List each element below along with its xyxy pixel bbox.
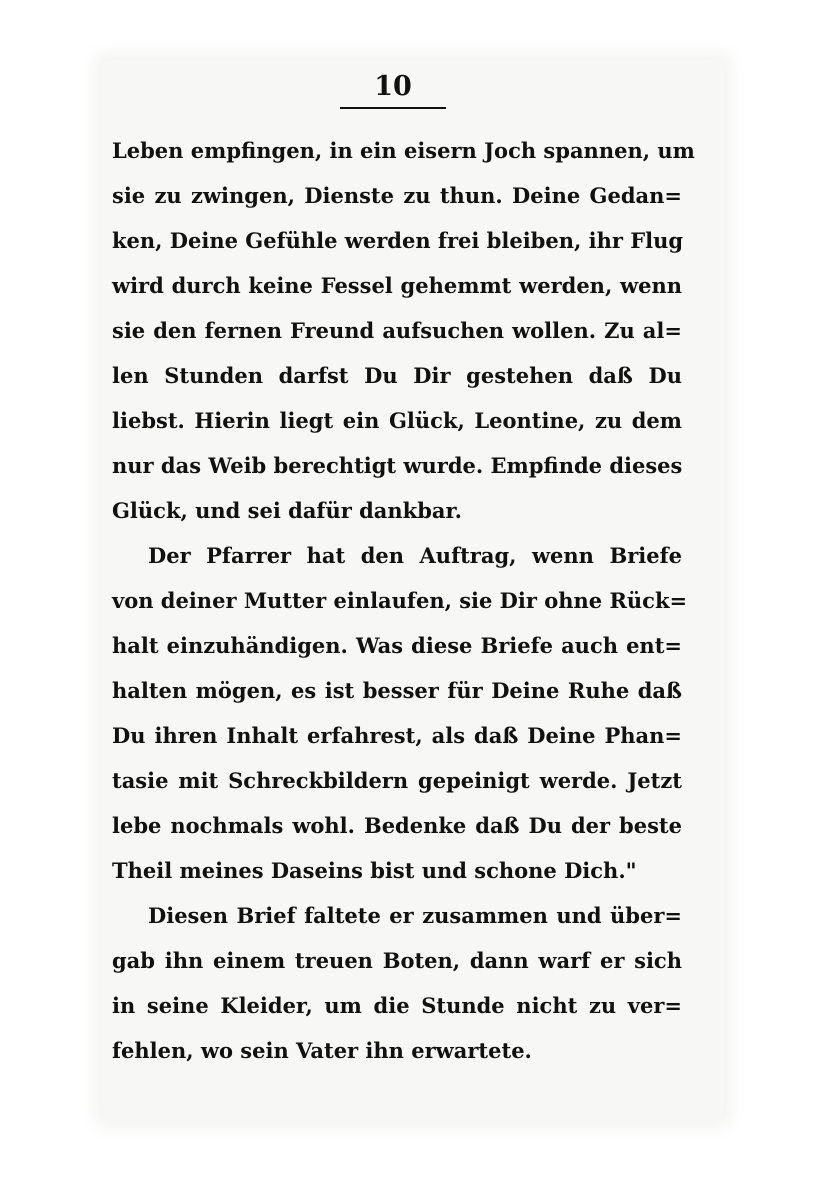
text-line: in seine Kleider, um die Stunde nicht zu ver= bbox=[112, 993, 682, 1018]
text-line: ken, Deine Gefühle werden frei bleiben, ihr Flug bbox=[112, 228, 684, 253]
page-number: 10 bbox=[374, 71, 412, 102]
text-line: liebst. Hierin liegt ein Glück, Leontine, zu dem bbox=[112, 408, 682, 433]
text-line: Diesen Brief faltete er zusammen und über= bbox=[148, 903, 682, 928]
text-line: lebe nochmals wohl. Bedenke daß Du der beste bbox=[112, 813, 682, 838]
text-line: Du ihren Inhalt erfahrest, als daß Deine Phan= bbox=[112, 723, 682, 748]
text-line: Leben empfingen, in ein eisern Joch spannen, um bbox=[112, 138, 695, 163]
paragraph bbox=[112, 893, 682, 1073]
text-line: halten mögen, es ist besser für Deine Ruhe daß bbox=[112, 678, 682, 703]
page-header bbox=[340, 70, 446, 109]
text-line: Der Pfarrer hat den Auftrag, wenn Briefe bbox=[148, 543, 682, 568]
text-line: len Stunden darfst Du Dir gestehen daß Du bbox=[112, 363, 682, 388]
text-line: nur das Weib berechtigt wurde. Empfinde dieses bbox=[112, 453, 683, 478]
text-line: von deiner Mutter einlaufen, sie Dir ohne Rück= bbox=[112, 588, 688, 613]
text-line: wird durch keine Fessel gehemmt werden, wenn bbox=[112, 273, 682, 298]
paragraph bbox=[112, 533, 688, 893]
text-line: fehlen, wo sein Vater ihn erwartete. bbox=[112, 1038, 532, 1063]
text-line: sie den fernen Freund aufsuchen wollen. Zu al= bbox=[112, 318, 682, 343]
body-text bbox=[112, 128, 695, 1073]
text-line: halt einzuhändigen. Was diese Briefe auch ent= bbox=[112, 633, 682, 658]
text-line: Theil meines Daseins bist und schone Dich." bbox=[112, 858, 637, 883]
text-line: tasie mit Schreckbildern gepeinigt werde. Jetzt bbox=[112, 768, 682, 793]
text-line: Glück, und sei dafür dankbar. bbox=[112, 498, 462, 523]
text-line: sie zu zwingen, Dienste zu thun. Deine Gedan= bbox=[112, 183, 682, 208]
paragraph bbox=[112, 128, 695, 533]
header-rule bbox=[340, 107, 446, 109]
text-line: gab ihn einem treuen Boten, dann warf er sich bbox=[112, 948, 682, 973]
